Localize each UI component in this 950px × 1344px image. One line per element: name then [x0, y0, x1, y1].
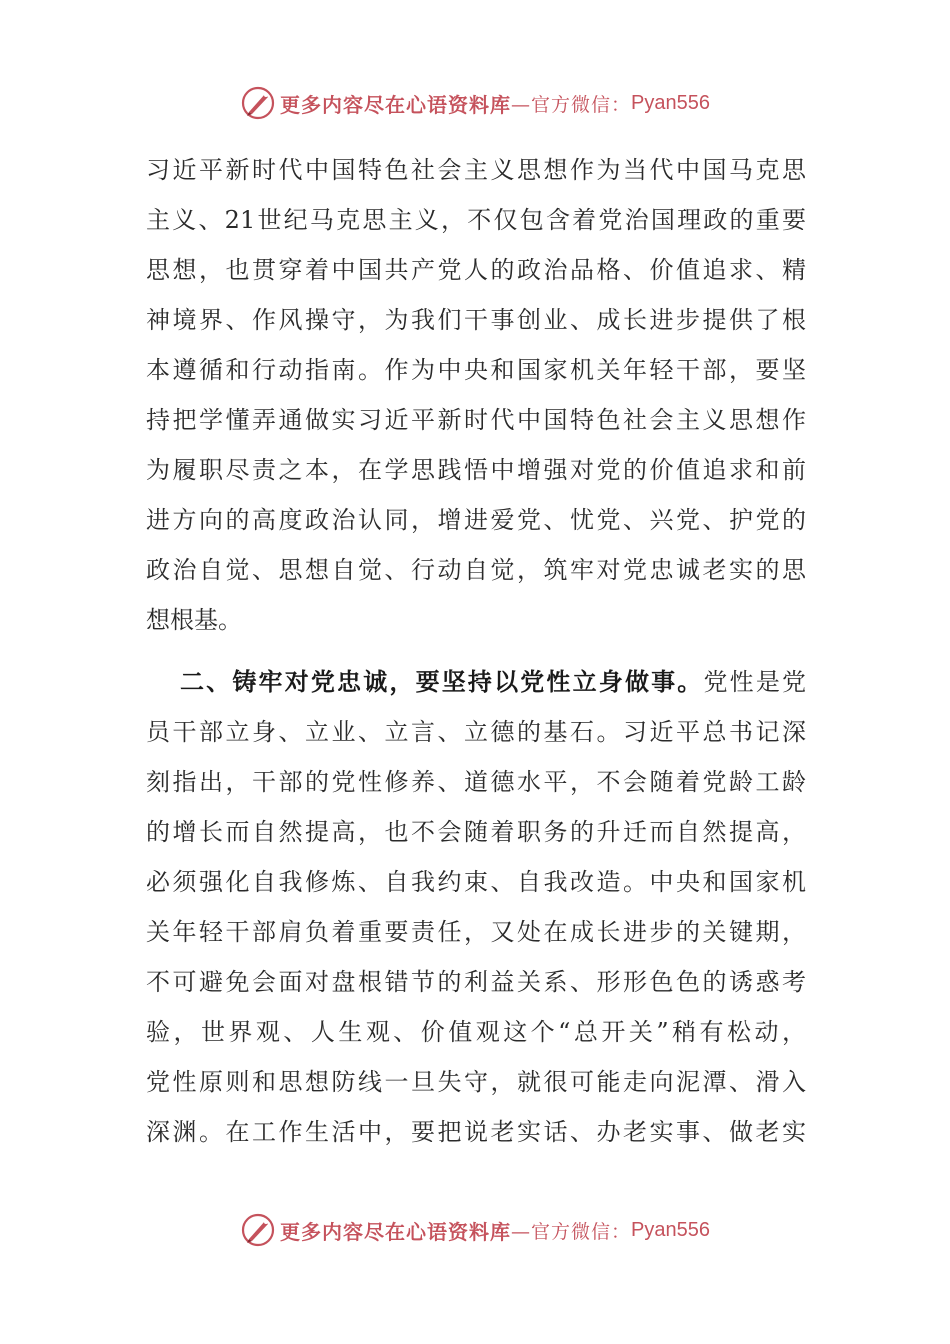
paragraph-line: 关年轻干部肩负着重要责任，又处在成长进步的关键期， — [146, 918, 806, 946]
banner-wechat-label: —官方微信： — [511, 93, 632, 116]
section-heading-line — [180, 667, 806, 697]
paragraph-line: 不可避免会面对盘根错节的利益关系、形形色色的诱惑考 — [146, 968, 806, 996]
banner-title: 更多内容尽在心语资料库 — [280, 1219, 511, 1244]
paragraph-line: 深渊。在工作生活中，要把说老实话、办老实事、做老实 — [146, 1118, 806, 1146]
paragraph-line: 持把学懂弄通做实习近平新时代中国特色社会主义思想作 — [146, 406, 806, 434]
paragraph-line: 必须强化自我修炼、自我约束、自我改造。中央和国家机 — [146, 868, 806, 896]
paragraph-line: 员干部立身、立业、立言、立德的基石。习近平总书记深 — [146, 718, 806, 746]
banner-wechat-id: Pyan556 — [631, 91, 710, 114]
paragraph-line: 进方向的高度政治认同，增进爱党、忧党、兴党、护党的 — [146, 506, 806, 534]
paragraph-line: 想根基。 — [146, 606, 242, 634]
paragraph-line: 神境界、作风操守，为我们干事创业、成长进步提供了根 — [146, 306, 806, 334]
paragraph-line: 验，世界观、人生观、价值观这个“总开关”稍有松动， — [146, 1018, 806, 1046]
paragraph-line: 本遵循和行动指南。作为中央和国家机关年轻干部，要坚 — [146, 356, 806, 384]
paragraph-line: 思想，也贯穿着中国共产党人的政治品格、价值追求、精 — [146, 256, 806, 284]
pen-logo-icon — [240, 1212, 276, 1248]
paragraph-line: 习近平新时代中国特色社会主义思想作为当代中国马克思 — [146, 156, 806, 184]
paragraph-line: 主义、21世纪马克思主义，不仅包含着党治国理政的重要 — [146, 206, 806, 234]
banner-title: 更多内容尽在心语资料库 — [280, 92, 511, 117]
banner-wechat-label: —官方微信： — [511, 1220, 632, 1243]
heading-line-tail: 党性是党 — [703, 668, 807, 696]
banner-wechat-id: Pyan556 — [631, 1218, 710, 1241]
footer-banner — [0, 1210, 950, 1250]
section-heading: 二、铸牢对党忠诚，要坚持以党性立身做事。 — [180, 667, 704, 696]
paragraph-line: 党性原则和思想防线一旦失守，就很可能走向泥潭、滑入 — [146, 1068, 806, 1096]
paragraph-line: 为履职尽责之本，在学思践悟中增强对党的价值追求和前 — [146, 456, 806, 484]
paragraph-line: 政治自觉、思想自觉、行动自觉，筑牢对党忠诚老实的思 — [146, 556, 806, 584]
header-banner — [0, 83, 950, 123]
paragraph-line: 的增长而自然提高，也不会随着职务的升迁而自然提高， — [146, 818, 806, 846]
pen-logo-icon — [240, 85, 276, 121]
paragraph-line: 刻指出，干部的党性修养、道德水平，不会随着党龄工龄 — [146, 768, 806, 796]
